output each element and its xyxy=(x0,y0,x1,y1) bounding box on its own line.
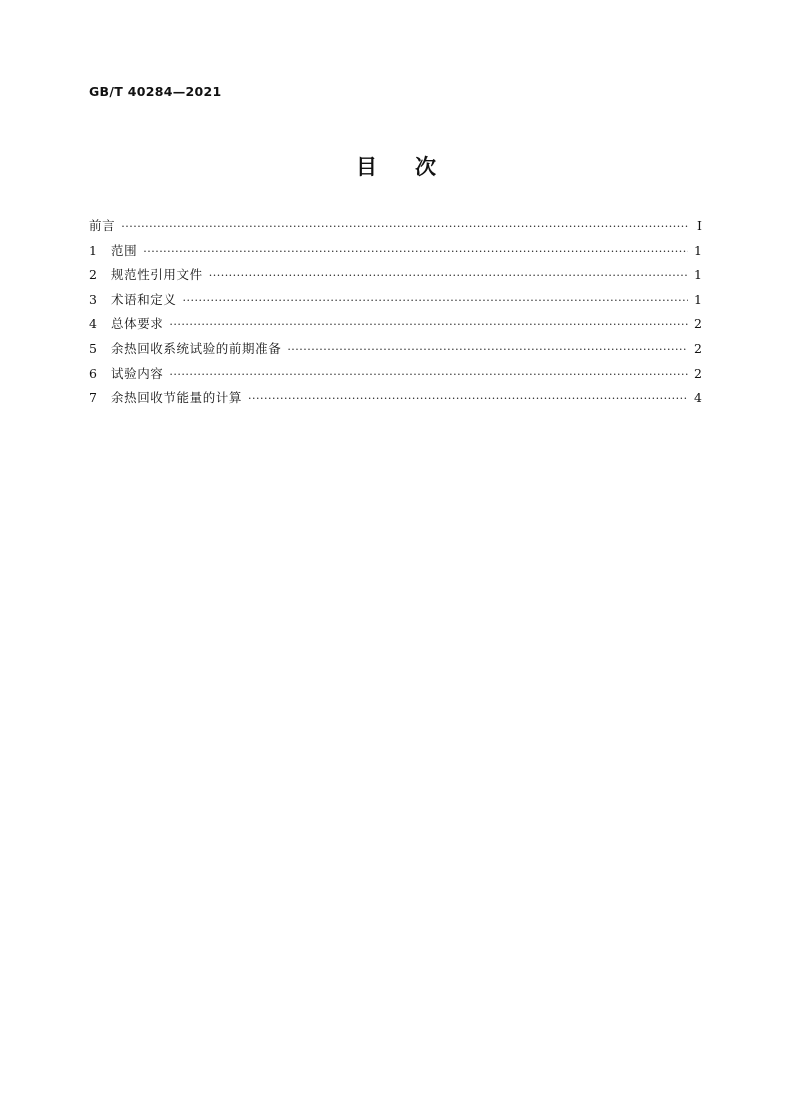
toc-leader-dots xyxy=(209,266,688,286)
table-of-contents xyxy=(89,216,702,413)
toc-entry-label: 前言 xyxy=(89,218,116,233)
toc-page-number: 1 xyxy=(694,242,702,258)
toc-entry-number: 3 xyxy=(89,291,97,307)
toc-entry-label: 总体要求 xyxy=(111,316,164,332)
toc-leader-dots xyxy=(287,340,688,360)
toc-entry-label: 规范性引用文件 xyxy=(111,267,203,283)
toc-entry-label: 试验内容 xyxy=(111,365,164,381)
toc-entry-number: 6 xyxy=(89,365,97,381)
toc-leader-dots xyxy=(183,291,688,311)
toc-entry-number: 1 xyxy=(89,242,97,258)
toc-page-number: 2 xyxy=(694,365,702,381)
standard-code: GB/T 40284—2021 xyxy=(89,84,222,99)
toc-leader-dots xyxy=(248,389,688,409)
toc-entry-label: 术语和定义 xyxy=(111,291,177,307)
toc-entry-label: 余热回收节能量的计算 xyxy=(111,390,243,406)
toc-entry-foreword[interactable] xyxy=(89,216,702,241)
toc-entry-7[interactable] xyxy=(89,388,702,413)
toc-entry-number: 5 xyxy=(89,340,97,356)
toc-page-number: 4 xyxy=(694,390,702,406)
toc-leader-dots xyxy=(169,365,688,385)
toc-page-number: 1 xyxy=(694,267,702,283)
toc-leader-dots xyxy=(121,217,688,237)
toc-entry-6[interactable] xyxy=(89,364,702,389)
toc-entry-5[interactable] xyxy=(89,339,702,364)
toc-entry-4[interactable] xyxy=(89,314,702,339)
toc-entry-number: 2 xyxy=(89,267,97,283)
toc-entry-number: 4 xyxy=(89,316,97,332)
toc-page-number: Ⅰ xyxy=(697,218,702,233)
toc-page-number: 2 xyxy=(694,316,702,332)
toc-entry-label: 范围 xyxy=(111,242,138,258)
page-title: 目次 xyxy=(356,155,474,179)
toc-leader-dots xyxy=(143,242,688,262)
toc-page-number: 2 xyxy=(694,340,702,356)
toc-entry-2[interactable] xyxy=(89,265,702,290)
toc-page-number: 1 xyxy=(694,291,702,307)
toc-leader-dots xyxy=(169,315,688,335)
toc-entry-1[interactable] xyxy=(89,241,702,266)
toc-entry-number: 7 xyxy=(89,390,97,406)
toc-entry-label: 余热回收系统试验的前期准备 xyxy=(111,340,282,356)
toc-entry-3[interactable] xyxy=(89,290,702,315)
